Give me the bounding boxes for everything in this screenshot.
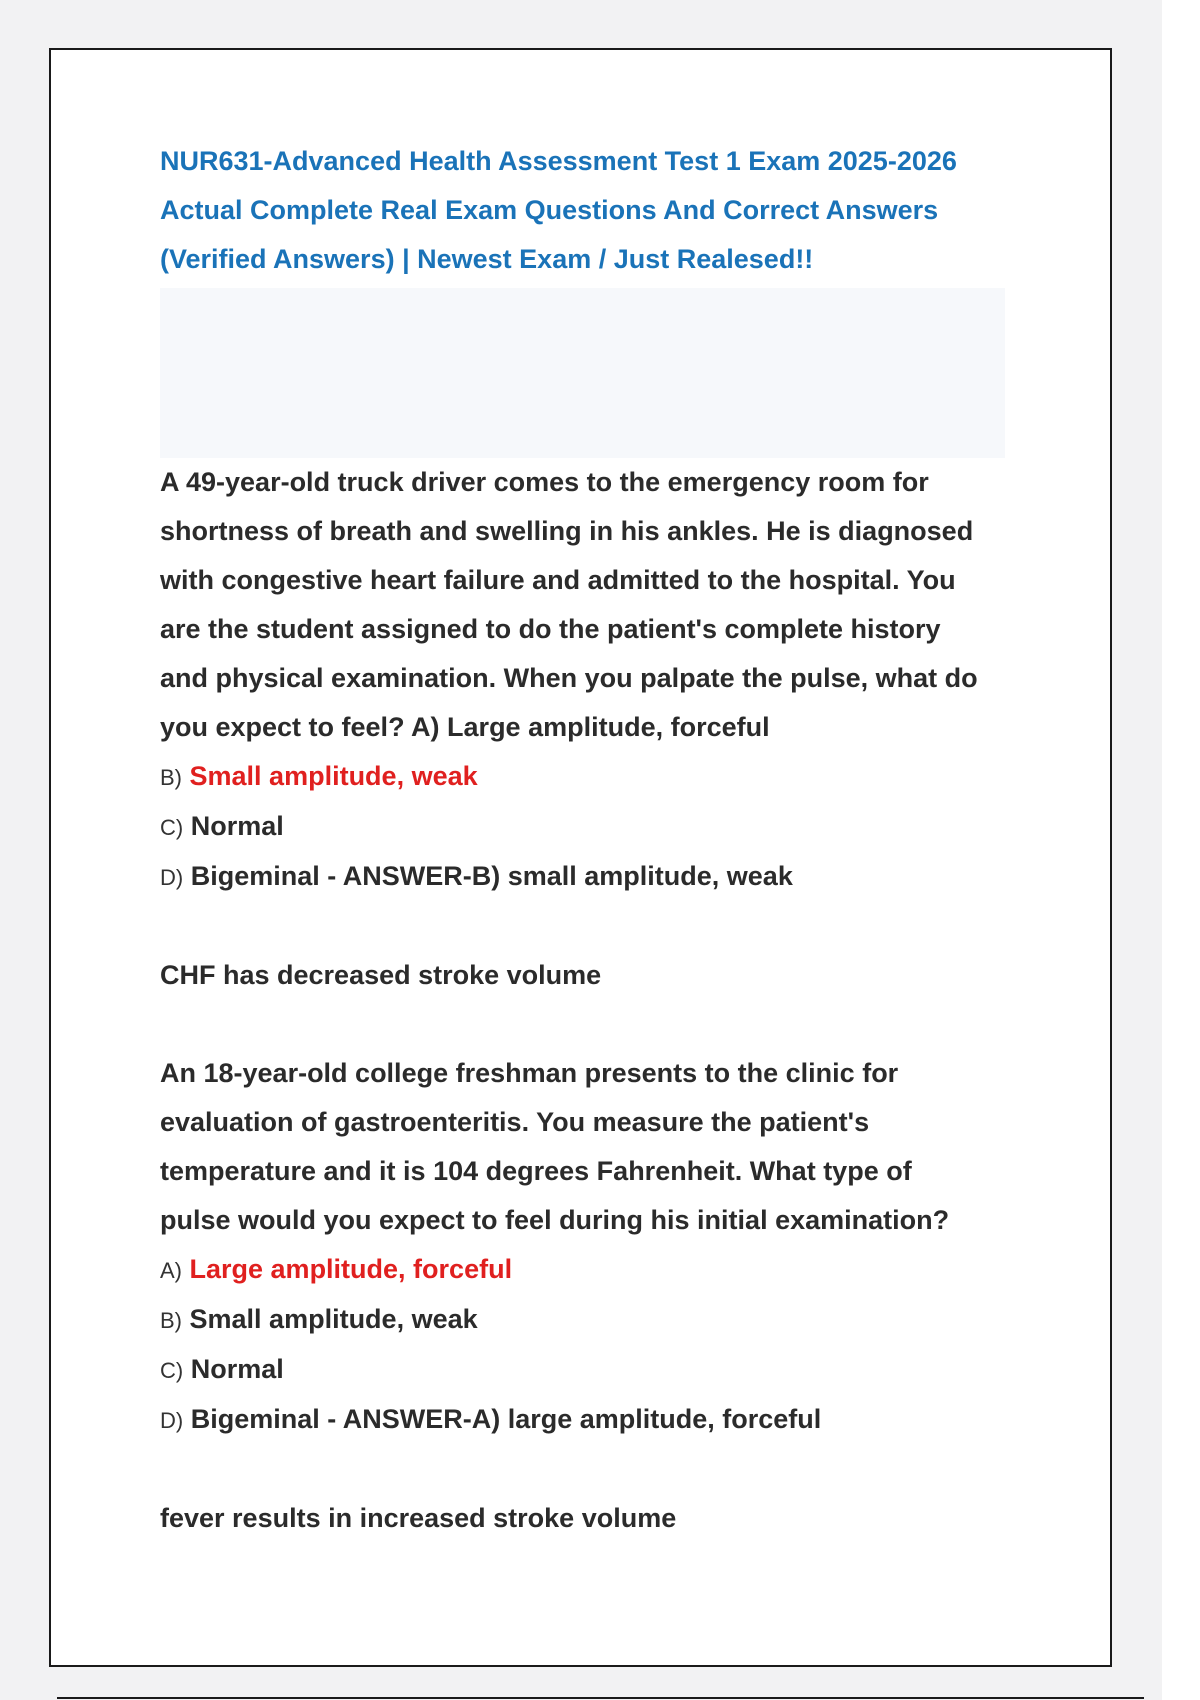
option-text: Normal [190,1354,284,1384]
question-1 [160,458,1060,1000]
option-b [160,1295,1060,1345]
rationale: CHF has decreased stroke volume [160,960,602,990]
option-letter: D) [160,1408,184,1433]
option-a [160,1245,1060,1295]
stem-line: A 49-year-old truck driver comes to the emergency room for [160,467,929,497]
stem-line: evaluation of gastroenteritis. You measure the patient's [160,1107,870,1137]
stem-line: you expect to feel? A) Large amplitude, forceful [160,712,770,742]
option-text-correct: Small amplitude, weak [189,761,478,791]
stem-line: with congestive heart failure and admitted to the hospital. You [160,565,956,595]
option-letter: C) [160,1358,184,1383]
option-c [160,1345,1060,1395]
option-d [160,1395,1060,1445]
title-line: Actual Complete Real Exam Questions And Correct Answers [160,195,939,225]
rationale: fever results in increased stroke volume [160,1503,677,1533]
stem-line: are the student assigned to do the patient's complete history [160,614,941,644]
stem-line: pulse would you expect to feel during his initial examination? [160,1205,950,1235]
page-content [160,137,1060,1543]
option-b [160,752,1060,802]
option-text: Small amplitude, weak [189,1304,478,1334]
option-c [160,802,1060,852]
option-text: Bigeminal - ANSWER-A) large amplitude, forceful [190,1404,822,1434]
question-2 [160,1049,1060,1543]
spacer [160,1000,1060,1049]
stem-line: shortness of breath and swelling in his ankles. He is diagnosed [160,516,974,546]
spacer [160,902,1060,951]
option-letter: C) [160,815,184,840]
stem-line: An 18-year-old college freshman presents to the clinic for [160,1058,899,1088]
stem-line: temperature and it is 104 degrees Fahrenheit. What type of [160,1156,912,1186]
bottom-rule [57,1697,1144,1699]
title-line: (Verified Answers) | Newest Exam / Just Realesed!! [160,244,814,274]
question-stem [160,458,1060,752]
stem-line: and physical examination. When you palpate the pulse, what do [160,663,978,693]
document-page [49,48,1112,1667]
option-text: Bigeminal - ANSWER-B) small amplitude, weak [190,861,793,891]
option-d [160,852,1060,902]
document-title [160,137,1060,284]
title-line: NUR631-Advanced Health Assessment Test 1 Exam 2025-2026 [160,146,957,176]
option-text: Normal [190,811,284,841]
option-letter: A) [160,1258,182,1283]
right-margin-strip [1162,0,1200,1700]
option-letter: B) [160,765,182,790]
title-spacer [160,288,1005,458]
question-stem [160,1049,1060,1245]
spacer [160,1445,1060,1494]
option-letter: B) [160,1308,182,1333]
option-text-correct: Large amplitude, forceful [189,1254,513,1284]
option-letter: D) [160,865,184,890]
